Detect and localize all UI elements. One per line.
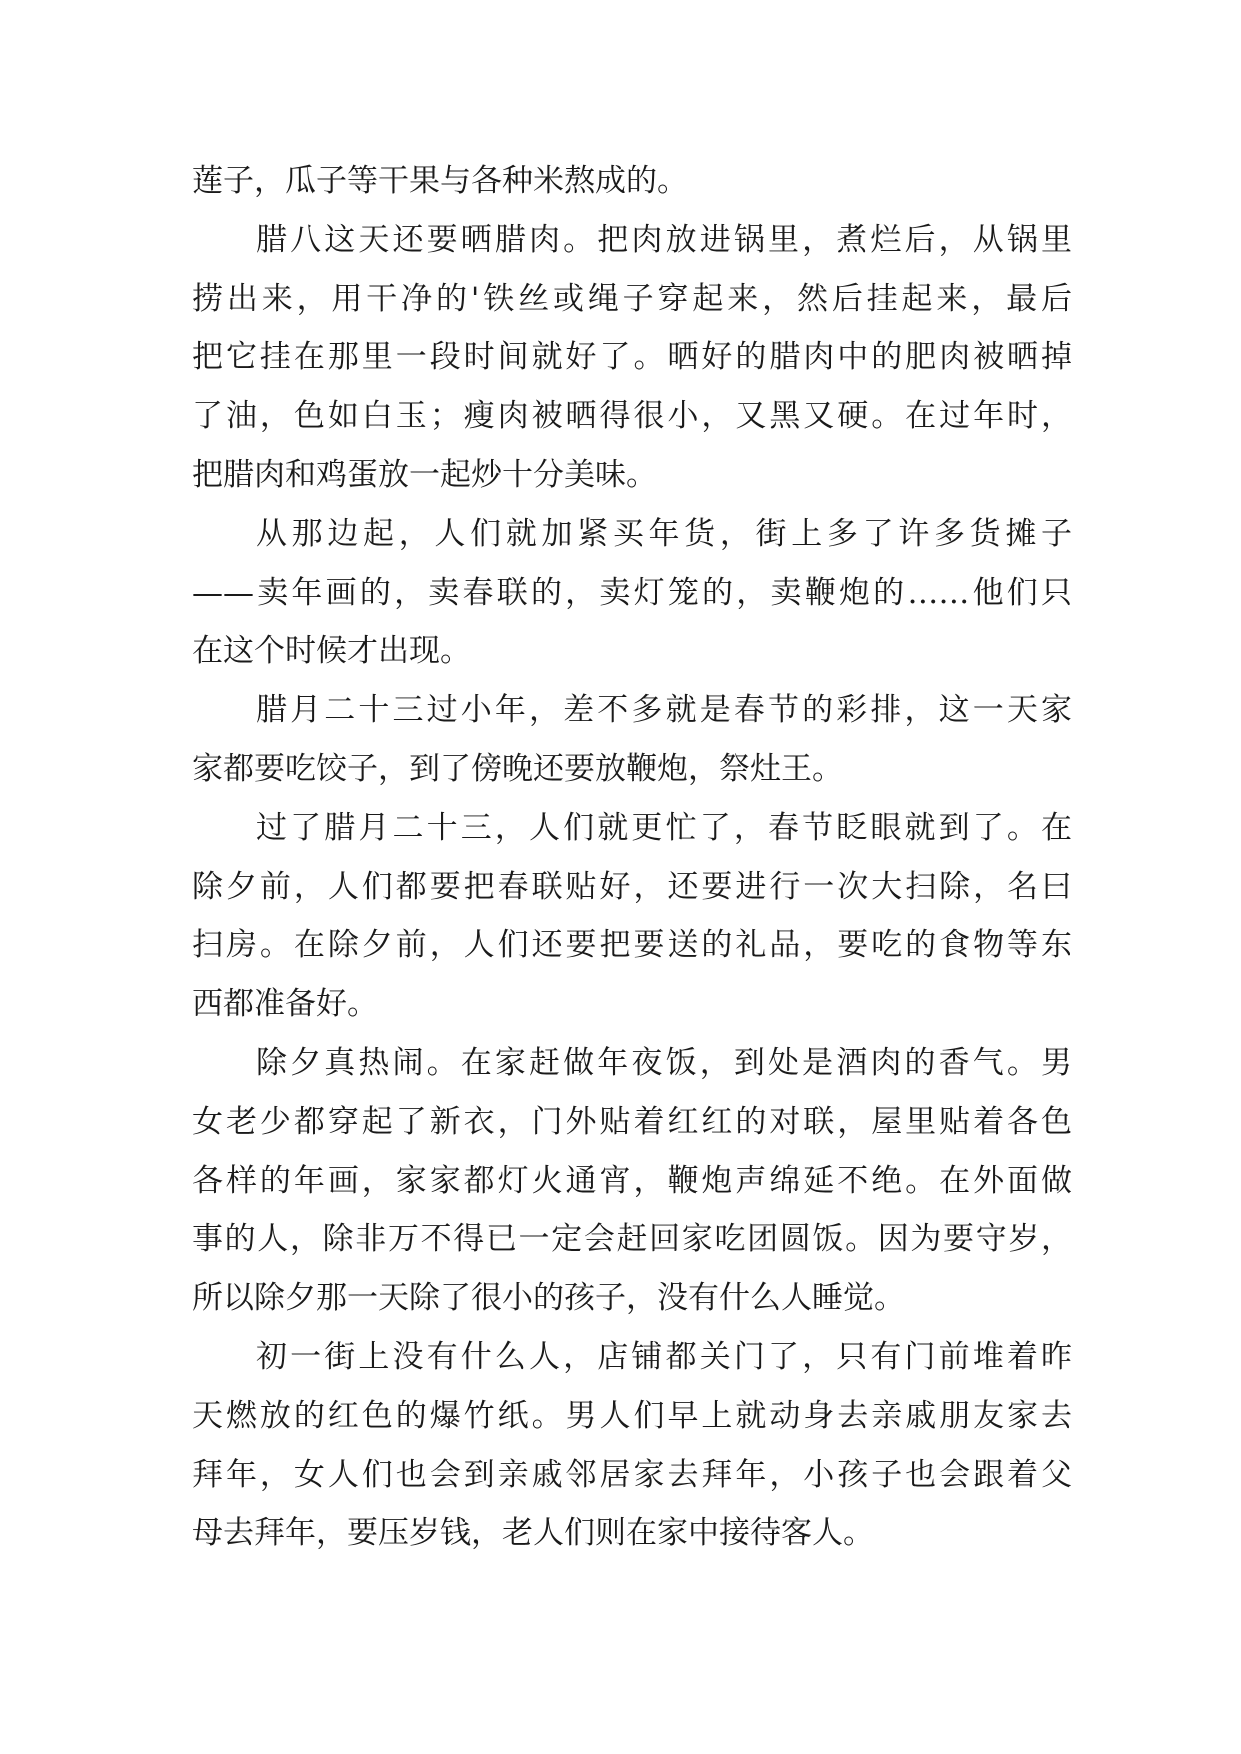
text-line: 在这个时候才出现。 xyxy=(192,633,471,670)
text-line: 除夕真热闹。在家赶做年夜饭，到处是酒肉的香气。男 xyxy=(256,1044,1072,1081)
text-line: 母去拜年，要压岁钱，老人们则在家中接待客人。 xyxy=(192,1515,874,1552)
text-line: 从那边起，人们就加紧买年货，街上多了许多货摊子 xyxy=(256,515,1072,552)
text-line: 捞出来，用干净的'铁丝或绳子穿起来，然后挂起来，最后 xyxy=(192,280,1072,317)
text-line: 所以除夕那一天除了很小的孩子，没有什么人睡觉。 xyxy=(192,1280,905,1317)
text-line: 把它挂在那里一段时间就好了。晒好的腊肉中的肥肉被晒掉 xyxy=(192,339,1072,376)
text-line: 女老少都穿起了新衣，门外贴着红红的对联，屋里贴着各色 xyxy=(192,1103,1072,1140)
text-line: 腊八这天还要晒腊肉。把肉放进锅里，煮烂后，从锅里 xyxy=(256,221,1072,258)
text-line: 把腊肉和鸡蛋放一起炒十分美味。 xyxy=(192,456,657,493)
text-line: 西都准备好。 xyxy=(192,986,378,1023)
text-line: 各样的年画，家家都灯火通宵，鞭炮声绵延不绝。在外面做 xyxy=(192,1162,1072,1199)
text-line: 过了腊月二十三，人们就更忙了，春节眨眼就到了。在 xyxy=(256,809,1072,846)
text-line: 莲子，瓜子等干果与各种米熬成的。 xyxy=(192,163,688,199)
text-line: 了油，色如白玉；瘦肉被晒得很小，又黑又硬。在过年时， xyxy=(192,398,1072,435)
text-line: 扫房。在除夕前，人们还要把要送的礼品，要吃的食物等东 xyxy=(192,927,1072,964)
text-line: 腊月二十三过小年，差不多就是春节的彩排，这一天家 xyxy=(256,692,1072,729)
body-text xyxy=(192,152,1072,1563)
text-line: 初一街上没有什么人，店铺都关门了，只有门前堆着昨 xyxy=(256,1338,1072,1375)
text-line: 家都要吃饺子，到了傍晚还要放鞭炮，祭灶王。 xyxy=(192,750,843,787)
text-line: 除夕前，人们都要把春联贴好，还要进行一次大扫除，名曰 xyxy=(192,868,1072,905)
text-line: ——卖年画的，卖春联的，卖灯笼的，卖鞭炮的……他们只 xyxy=(192,574,1072,611)
text-line: 拜年，女人们也会到亲戚邻居家去拜年，小孩子也会跟着父 xyxy=(192,1456,1072,1493)
text-line: 天燃放的红色的爆竹纸。男人们早上就动身去亲戚朋友家去 xyxy=(192,1397,1072,1434)
text-line: 事的人，除非万不得已一定会赶回家吃团圆饭。因为要守岁， xyxy=(192,1221,1072,1258)
